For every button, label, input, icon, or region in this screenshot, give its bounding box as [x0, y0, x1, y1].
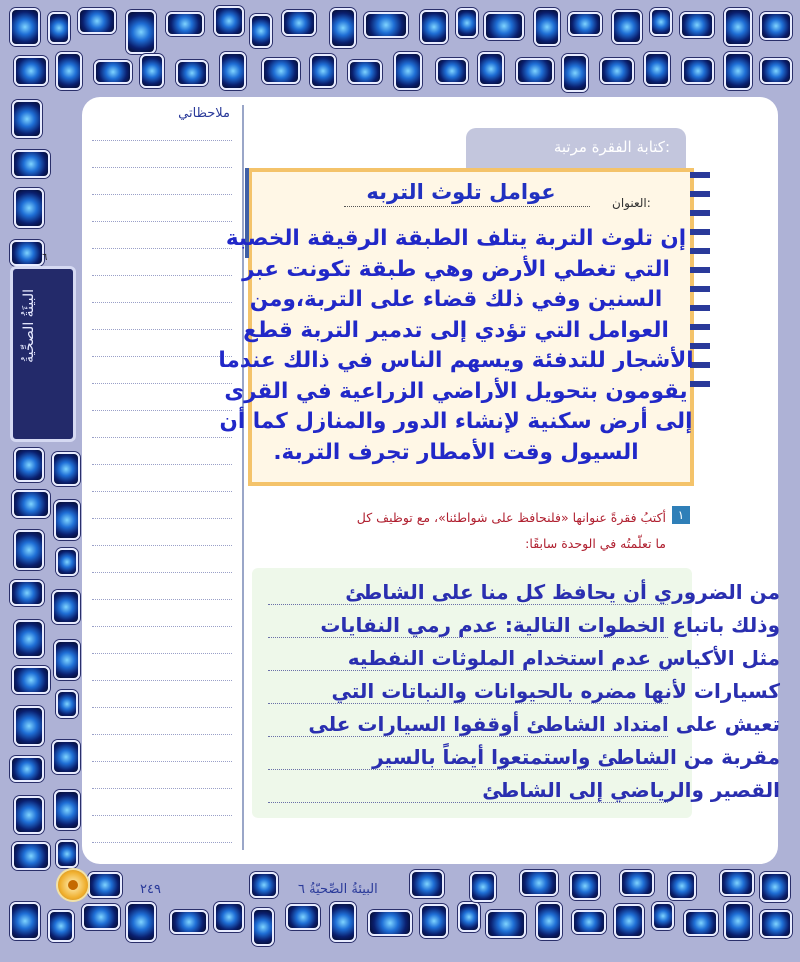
decor-tile: [170, 910, 208, 934]
note-line: [92, 707, 232, 708]
decor-tile: [682, 58, 714, 84]
answer-line: القصير والرياضي إلى الشاطئ: [482, 778, 780, 802]
decor-tile: [760, 58, 792, 84]
decor-tile: [48, 910, 74, 942]
decor-tile: [52, 452, 80, 486]
decor-tile: [56, 840, 78, 868]
decor-tile: [12, 150, 50, 178]
decor-tile: [10, 580, 44, 606]
answer-line: مثل الأكياس عدم استخدام الملوثات النفطيه: [347, 646, 780, 670]
note-line: [92, 842, 232, 843]
question-number: ١: [672, 506, 690, 524]
decor-tile: [282, 10, 316, 36]
decor-tile: [220, 52, 246, 90]
dash-marker: [690, 191, 710, 197]
decor-tile: [56, 548, 78, 576]
decor-tile: [54, 790, 80, 830]
decor-tile: [12, 666, 50, 694]
side-tab-number: ٦: [42, 252, 48, 263]
answer-line: وذلك باتباع الخطوات التالية: عدم رمي النفايات: [320, 613, 780, 637]
decor-tile: [760, 12, 792, 40]
decor-tile: [420, 904, 448, 938]
decor-tile: [652, 902, 674, 930]
decor-tile: [612, 10, 642, 44]
decor-tile: [330, 902, 356, 942]
decor-tile: [724, 8, 752, 46]
decor-tile: [620, 870, 654, 896]
note-line: [92, 194, 232, 195]
decor-tile: [214, 902, 244, 932]
column-divider: [242, 105, 244, 850]
decor-tile: [644, 52, 670, 86]
decor-tile: [14, 620, 44, 658]
question-line-2: ما تعلّمتُه في الوحدة سابقًا:: [525, 536, 666, 551]
decor-tile: [470, 872, 496, 902]
decor-tile: [364, 12, 408, 38]
note-line: [92, 599, 232, 600]
decor-tile: [54, 640, 80, 680]
decor-tile: [52, 590, 80, 624]
decor-tile: [10, 756, 44, 782]
note-line: [92, 734, 232, 735]
decor-tile: [14, 188, 44, 228]
decor-tile: [140, 54, 164, 88]
decor-tile: [456, 8, 478, 38]
note-line: [92, 518, 232, 519]
side-tab: [10, 266, 76, 442]
decor-tile: [724, 902, 752, 940]
decor-tile: [166, 12, 204, 36]
decor-tile: [684, 910, 718, 936]
decor-tile: [12, 100, 42, 138]
note-line: [92, 167, 232, 168]
decor-tile: [214, 6, 244, 36]
decor-tile: [250, 14, 272, 48]
decor-tile: [12, 490, 50, 518]
decor-tile: [516, 58, 554, 84]
decor-tile: [78, 8, 116, 34]
section-tab: [466, 128, 686, 168]
decor-tile: [572, 910, 606, 934]
decor-tile: [668, 872, 696, 900]
decor-tile: [760, 872, 790, 902]
decor-tile: [458, 902, 480, 932]
page-number: ٢٤٩: [140, 882, 161, 897]
notes-column: [88, 100, 238, 850]
note-line: [92, 788, 232, 789]
title-label: العنوان:: [612, 196, 651, 210]
decor-tile: [10, 240, 44, 266]
decor-tile: [614, 904, 644, 938]
decor-tile: [650, 8, 672, 36]
note-line: [92, 653, 232, 654]
decor-tile: [520, 870, 558, 896]
decor-tile: [394, 52, 422, 90]
decor-tile: [14, 530, 44, 570]
decor-tile: [10, 8, 40, 46]
answer-line: من الضروري أن يحافظ كل منا على الشاطئ: [345, 580, 780, 604]
coin-center: [68, 880, 78, 890]
decor-tile: [14, 706, 44, 746]
decor-tile: [250, 872, 278, 898]
answer-line: كسيارات لأنها مضره بالحيوانات والنباتات التي: [331, 679, 780, 703]
title-underline: [344, 206, 590, 207]
note-line: [92, 491, 232, 492]
decor-tile: [478, 52, 504, 86]
footer-title: البيئةُ الصِّحيّةُ ٦: [298, 882, 378, 897]
answer-line: مقربة من الشاطئ واستمتعوا أيضاً بالسير: [372, 745, 780, 769]
note-line: [92, 140, 232, 141]
dash-marker: [690, 172, 710, 178]
section-tab-label: كتابة الفقرة مرتبة:: [553, 138, 670, 156]
decor-tile: [88, 872, 122, 898]
writing-paragraph: إن تلوث التربة يتلف الطبقة الرقيقة الخصبة التي تغطي الأرض وهي طبقة تكونت عبر السنين وفي ذلك قضاء على التربة،ومن العوامل التي تؤدي إلى تدمير التربة قطع الأشجار للتدفئة ويسهم الناس في ذالك عندما يقومون بتحويل الأراضي الزراعية في القرى إلى أرض سكنية لإنشاء الدور والمنازل كما أن السيول وقت الأمطار تجرف التربة.: [218, 226, 694, 465]
decor-tile: [536, 902, 562, 940]
decor-tile: [54, 500, 80, 540]
question-line-1: أكتبُ فقرةً عنوانها «فلنحافظ على شواطئنا»، مع توظيف كل: [356, 510, 666, 525]
decor-tile: [570, 872, 600, 900]
decor-tile: [94, 60, 132, 84]
decor-tile: [568, 12, 602, 36]
note-line: [92, 761, 232, 762]
decor-tile: [724, 52, 752, 90]
coin-icon[interactable]: [56, 868, 90, 902]
decor-tile: [720, 870, 754, 896]
decor-tile: [348, 60, 382, 84]
note-line: [92, 680, 232, 681]
decor-tile: [410, 870, 444, 898]
decor-tile: [52, 740, 80, 774]
notes-title: ملاحظاتي: [178, 106, 230, 121]
note-line: [92, 626, 232, 627]
note-line: [92, 815, 232, 816]
side-tab-label: البيئَةُ الصحِّيةُ: [21, 289, 37, 363]
decor-tile: [484, 12, 524, 40]
title-value: عوامل تلوث التربه: [366, 180, 556, 204]
decor-tile: [14, 796, 44, 834]
decor-tile: [420, 10, 448, 44]
decor-tile: [562, 54, 588, 92]
decor-tile: [56, 52, 82, 90]
decor-tile: [436, 58, 468, 84]
answer-line: تعيش على امتداد الشاطئ أوقفوا السيارات على: [308, 712, 780, 736]
decor-tile: [126, 10, 156, 54]
decor-tile: [14, 448, 44, 482]
decor-tile: [10, 902, 40, 940]
decor-tile: [760, 910, 792, 938]
dash-marker: [690, 210, 710, 216]
decor-tile: [82, 904, 120, 930]
decor-tile: [176, 60, 208, 86]
decor-tile: [252, 908, 274, 946]
question-text: [300, 505, 666, 557]
decor-tile: [600, 58, 634, 84]
decor-tile: [310, 54, 336, 88]
decor-tile: [534, 8, 560, 46]
decor-tile: [262, 58, 300, 84]
decor-tile: [12, 842, 50, 870]
note-line: [92, 572, 232, 573]
decor-tile: [48, 12, 70, 44]
decor-tile: [486, 910, 526, 938]
decor-tile: [56, 690, 78, 718]
note-line: [92, 545, 232, 546]
decor-tile: [368, 910, 412, 936]
decor-tile: [286, 904, 320, 930]
decor-tile: [330, 8, 356, 48]
decor-tile: [14, 56, 48, 86]
decor-tile: [126, 902, 156, 942]
note-line: [92, 221, 232, 222]
answer-text: [250, 576, 780, 807]
decor-tile: [680, 12, 714, 38]
